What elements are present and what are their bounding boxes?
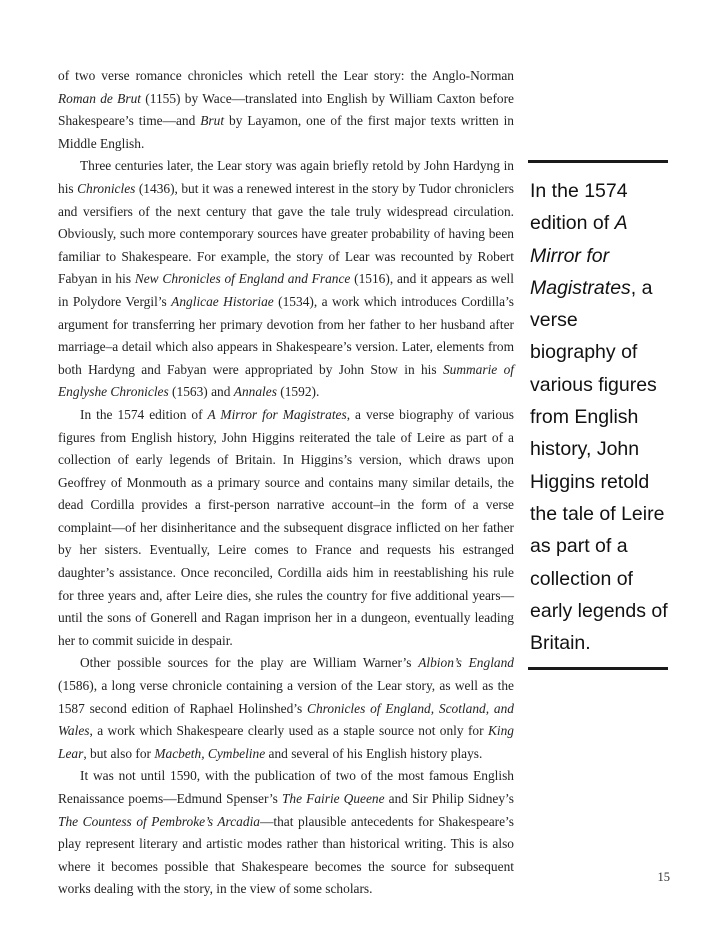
pull-quote-text-run: , a verse biography of various figures from English history, John Higgins retold the tale of Leire as part of a collection of early legends of Britain. (530, 276, 668, 655)
paragraph-italic-title: Anglicae Historiae (171, 293, 274, 309)
paragraph-text-run: (1516), and it appears as well in Polydore Vergil’s (58, 271, 514, 309)
paragraph-text-run: In the 1574 edition of (80, 406, 208, 422)
paragraph-italic-title: Macbeth, Cymbeline (154, 745, 266, 761)
page-number: 15 (657, 870, 670, 884)
paragraph-italic-title: A Mirror for Magistrates (207, 406, 347, 422)
paragraph-text-run: and several of his English history plays. (265, 745, 483, 761)
body-text-column (58, 65, 514, 901)
paragraph-italic-title: The Fairie Queene (281, 791, 385, 806)
paragraph-text-run: —that plausible antecedents for Shakespeare’s play represent literary and artistic modes rather than historical writing. This is also where it becomes possible that Shakespeare becomes the source for subsequent works dealing with the story, in the view of some scholars. (58, 813, 514, 897)
paragraph-italic-title: Chronicles of England, Scotland, and Wales (58, 700, 514, 739)
paragraph-text-run: Three centuries later, the Lear story was again briefly retold by John Hardyng in his (58, 158, 514, 196)
paragraph-text-run: (1155) by Wace—translated into English by William Caxton before Shakespeare’s time—and (58, 90, 514, 129)
paragraph (58, 765, 514, 901)
pull-quote (528, 160, 668, 670)
paragraph-italic-title: The Countess of Pembroke’s Arcadia (58, 813, 260, 829)
paragraph-italic-title: Chronicles (77, 180, 136, 196)
paragraph-text-run: (1586), a long verse chronicle containing a version of the Lear story, as well as the 1587 second edition of Raphael Holinshed’s (58, 678, 514, 716)
paragraph-text-run: Other possible sources for the play are William Warner’s (80, 655, 419, 671)
paragraph-italic-title: Roman de Brut (58, 90, 141, 106)
paragraph-text-run: (1436), but it was a renewed interest in the story by Tudor chroniclers and versifiers of the next century that gave the tale truly widespread circulation. Obviously, such more contemporary sources have greater probability of having been familiar to Shakespeare. For example, the story of Lear was recounted by Robert Fabyan in his (58, 180, 514, 287)
paragraph-text-run: by Layamon, one of the first major texts written in Middle English. (58, 113, 514, 151)
paragraph-italic-title: Albion’s England (418, 655, 514, 671)
paragraph-text-run: of two verse romance chronicles which retell the Lear story: the Anglo-Norman (58, 68, 514, 83)
paragraph-text-run: It was not until 1590, with the publication of two of the most famous English Renaissance poems—Edmund Spenser’s (58, 768, 514, 806)
paragraph-text-run: and Sir Philip Sidney’s (384, 791, 514, 806)
paragraph (58, 155, 514, 404)
pull-quote-text (528, 163, 668, 667)
pull-quote-bottom-rule (528, 667, 668, 670)
paragraph-italic-title: New Chronicles of England and France (134, 271, 351, 287)
paragraph-text-run: , but also for (83, 745, 155, 761)
paragraph-text-run: , a work which Shakespeare clearly used as a staple source not only for (89, 723, 488, 739)
paragraph-text-run: , a verse biography of various figures from English history, John Higgins reiterated the tale of Leire as part of a collection of early legends of Britain. In Higgins’s version, which draws upon Geoffrey of Monmouth as a primary source and contains many similar details, the dead Cordilla provides a first-person narrative account–in the form of a verse complaint—of her disinheritance and the subsequent disgrace inflicted on her father by her sisters. Eventually, Leire comes to France and requests his estranged daughter’s assistance. Once reconciled, Cordilla aids him in reestablishing his rule for three years and, after Leire dies, she rules the country for five additional years—until the sons of Gonerell and Ragan imprison her in a dungeon, eventually leading her to commit suicide in despair. (58, 406, 514, 648)
paragraph-italic-title: Annales (233, 384, 277, 400)
paragraph-italic-title: Summarie of Englyshe Chronicles (58, 361, 514, 400)
paragraph (58, 652, 514, 765)
paragraph-text-run: (1592). (276, 384, 320, 400)
paragraph-italic-title: Brut (200, 113, 225, 129)
paragraph-text-run: (1534), a work which introduces Cordilla’s argument for transferring her primary devotion from her father to her husband after marriage–a detail which also appears in Shakespeare’s version. Later, elements from both Hardyng and Fabyan were appropriated by John Stow in his (58, 293, 515, 377)
paragraph (58, 404, 514, 653)
paragraph (58, 65, 514, 155)
paragraph-italic-title: King Lear (58, 723, 514, 761)
paragraph-text-run: (1563) and (168, 384, 234, 400)
pull-quote-text-run: In the 1574 edition of (530, 180, 628, 235)
pull-quote-italic-title: A Mirror for Magistrates (530, 212, 631, 299)
